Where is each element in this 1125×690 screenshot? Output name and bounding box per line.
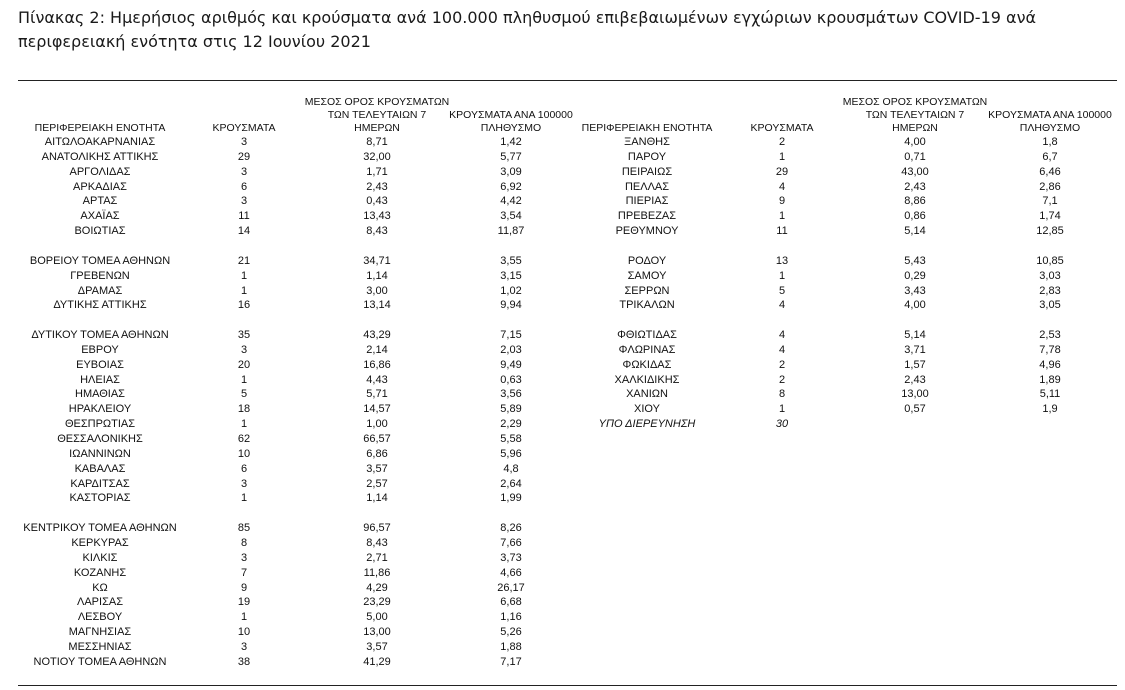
right-cell-avg: 2,43 [904,180,926,193]
right-header-cases: ΚΡΟΥΣΜΑΤΑ [750,122,814,134]
left-cell-cases: 6 [240,462,248,475]
left-cell-per100k: 7,15 [500,329,522,342]
left-cell-avg: 41,29 [363,655,391,668]
left-cell-region: ΚΟΖΑΝΗΣ [73,566,127,579]
left-header-per100k-1: ΚΡΟΥΣΜΑΤΑ ΑΝΑ 100000 [449,109,573,121]
left-cell-per100k: 2,64 [500,477,522,490]
left-cell-cases: 19 [237,596,251,609]
left-cell-region: ΔΥΤΙΚΗΣ ΑΤΤΙΚΗΣ [53,299,147,312]
right-cell-region: ΠΡΕΒΕΖΑΣ [617,210,677,223]
right-cell-per100k: 6,46 [1039,165,1061,178]
right-cell-avg: 2,43 [904,373,926,386]
left-cell-region: ΑΧΑΪΑΣ [80,210,120,223]
right-cell-cases: 11 [776,225,788,238]
right-cell-region: ΦΘΙΩΤΙΔΑΣ [617,329,677,342]
left-cell-per100k: 8,26 [500,522,522,535]
left-cell-cases: 14 [237,225,251,238]
left-cell-region: ΕΒΡΟΥ [81,343,119,356]
right-cell-cases: 4 [778,329,786,342]
right-cell-avg: 0,29 [904,269,926,282]
left-cell-region: ΑΡΤΑΣ [82,195,118,208]
right-cell-per100k: 2,53 [1039,329,1061,342]
left-cell-region: ΔΥΤΙΚΟΥ ΤΟΜΕΑ ΑΘΗΝΩΝ [31,329,169,342]
right-cell-per100k: 1,74 [1039,210,1061,223]
left-cell-cases: 3 [240,551,248,564]
left-cell-cases: 3 [240,195,248,208]
left-cell-per100k: 3,73 [500,551,522,564]
left-cell-avg: 13,43 [363,210,391,223]
right-cell-region: ΠΙΕΡΙΑΣ [625,195,669,208]
left-cell-avg: 1,71 [366,165,388,178]
left-cell-cases: 85 [237,522,251,535]
right-cell-cases: 8 [778,388,786,401]
right-cell-cases: 1 [778,403,786,416]
left-cell-per100k: 1,16 [500,611,522,624]
left-cell-per100k: 9,94 [500,299,522,312]
left-cell-per100k: 5,96 [500,447,522,460]
left-cell-region: ΑΝΑΤΟΛΙΚΗΣ ΑΤΤΙΚΗΣ [41,150,159,163]
left-cell-cases: 3 [240,640,248,653]
left-cell-per100k: 26,17 [497,581,525,594]
left-cell-per100k: 7,66 [500,536,522,549]
left-cell-avg: 4,43 [366,373,388,386]
table-bottom-rule [18,685,1117,686]
left-cell-avg: 2,71 [366,551,388,564]
left-cell-avg: 96,57 [363,522,391,535]
left-cell-cases: 18 [237,403,251,416]
right-cell-avg: 3,71 [904,343,926,356]
left-cell-per100k: 6,68 [500,596,522,609]
left-cell-per100k: 4,42 [500,195,522,208]
right-cell-avg: 13,00 [901,388,929,401]
left-cell-cases: 29 [237,150,251,163]
right-cell-avg: 3,43 [904,284,926,297]
right-cell-avg: 5,43 [904,254,926,267]
left-cell-cases: 7 [240,566,248,579]
left-cell-region: ΒΟΡΕΙΟΥ ΤΟΜΕΑ ΑΘΗΝΩΝ [29,254,171,267]
left-header-cases: ΚΡΟΥΣΜΑΤΑ [212,122,276,134]
left-cell-per100k: 7,17 [500,655,522,668]
right-cell-region: ΞΑΝΘΗΣ [624,136,670,148]
right-header-avg-1: ΜΕΣΟΣ ΟΡΟΣ ΚΡΟΥΣΜΑΤΩΝ [842,96,988,108]
left-cell-region: ΛΑΡΙΣΑΣ [76,596,124,609]
right-cell-region: ΣΕΡΡΩΝ [624,284,670,297]
right-cell-per100k: 12,85 [1036,225,1064,238]
left-cell-avg: 11,86 [363,566,391,579]
left-cell-region: ΓΡΕΒΕΝΩΝ [70,269,130,282]
right-cell-per100k: 1,9 [1042,403,1058,416]
left-cell-per100k: 4,8 [503,462,519,475]
left-cell-cases: 1 [240,492,248,505]
right-cell-avg: 1,57 [904,358,926,371]
right-cell-avg: 4,00 [904,136,926,148]
right-cell-per100k: 6,7 [1042,150,1058,163]
right-cell-cases: 2 [778,358,786,371]
right-cell-avg: 8,86 [904,195,926,208]
left-cell-cases: 3 [240,477,248,490]
left-cell-region: ΑΡΓΟΛΙΔΑΣ [69,165,131,178]
left-header-region: ΠΕΡΙΦΕΡΕΙΑΚΗ ΕΝΟΤΗΤΑ [34,122,166,134]
left-cell-avg: 4,29 [366,581,388,594]
right-cell-region: ΠΕΛΛΑΣ [624,180,670,193]
left-cell-cases: 8 [240,536,248,549]
right-cell-cases: 1 [778,150,786,163]
right-cell-per100k: 2,86 [1039,180,1061,193]
right-cell-per100k: 3,05 [1039,299,1061,312]
left-cell-region: ΗΡΑΚΛΕΙΟΥ [68,403,132,416]
left-cell-avg: 32,00 [363,150,391,163]
left-cell-region: ΜΑΓΝΗΣΙΑΣ [68,626,132,639]
left-cell-per100k: 3,55 [500,254,522,267]
page-title: Πίνακας 2: Ημερήσιος αριθμός και κρούσματα ανά 100.000 πληθυσμού επιβεβαιωμένων εγχώριων κρουσμάτων COVID-19 ανά περιφερειακή ενότητα στις 12 Ιουνίου 2021 [18,8,1037,51]
left-header-avg-1: ΜΕΣΟΣ ΟΡΟΣ ΚΡΟΥΣΜΑΤΩΝ [304,96,450,108]
left-cell-region: ΚΙΛΚΙΣ [82,551,118,564]
right-header-per100k-2: ΠΛΗΘΥΣΜΟ [1019,122,1081,134]
left-cell-avg: 2,57 [366,477,388,490]
left-header-per100k-2: ΠΛΗΘΥΣΜΟ [480,122,542,134]
left-cell-avg: 1,14 [366,492,388,505]
left-cell-per100k: 3,09 [500,165,522,178]
right-cell-avg: 0,57 [904,403,926,416]
left-cell-avg: 2,14 [366,343,388,356]
left-cell-region: ΝΟΤΙΟΥ ΤΟΜΕΑ ΑΘΗΝΩΝ [33,655,167,668]
left-cell-cases: 1 [240,373,248,386]
left-cell-per100k: 1,99 [500,492,522,505]
left-cell-per100k: 5,26 [500,626,522,639]
table-top-rule [18,80,1117,81]
left-cell-avg: 1,14 [366,269,388,282]
right-cell-per100k: 3,03 [1039,269,1061,282]
right-cell-avg: 0,86 [904,210,926,223]
left-cell-region: ΚΑΣΤΟΡΙΑΣ [69,492,131,505]
left-cell-cases: 11 [238,210,250,223]
right-cell-cases: 4 [778,299,786,312]
left-cell-region: ΚΑΡΔΙΤΣΑΣ [70,477,130,490]
right-cell-cases: 4 [778,343,786,356]
left-cell-per100k: 4,66 [500,566,522,579]
right-cell-region: ΠΑΡΟΥ [627,150,667,163]
right-cell-per100k: 2,83 [1039,284,1061,297]
left-cell-cases: 62 [237,433,251,445]
left-cell-region: ΗΛΕΙΑΣ [80,373,120,386]
left-cell-region: ΚΑΒΑΛΑΣ [74,462,126,475]
right-cell-region: ΡΕΘΥΜΝΟΥ [615,225,679,238]
right-cell-per100k: 5,11 [1039,388,1061,401]
left-cell-avg: 1,00 [366,418,388,431]
right-cell-per100k: 1,8 [1042,136,1058,148]
right-cell-region: ΡΟΔΟΥ [627,254,667,267]
right-cell-cases: 29 [775,165,789,178]
right-cell-per100k: 4,96 [1039,358,1061,371]
right-cell-cases: 1 [778,210,786,223]
right-cell-per100k: 1,89 [1039,373,1061,386]
left-cell-avg: 13,14 [363,299,391,312]
left-cell-per100k: 5,58 [500,433,522,445]
left-cell-cases: 1 [240,418,248,431]
right-cell-avg: 0,71 [904,150,926,163]
left-cell-region: ΚΩ [92,581,108,594]
left-cell-avg: 2,43 [366,180,388,193]
left-cell-cases: 3 [240,136,248,148]
left-cell-per100k: 2,29 [500,418,522,431]
right-cell-cases: 30 [775,418,789,431]
left-cell-region: ΗΜΑΘΙΑΣ [75,388,125,401]
right-cell-region: ΧΑΛΚΙΔΙΚΗΣ [614,373,680,386]
left-cell-per100k: 3,54 [500,210,522,223]
left-cell-avg: 16,86 [363,358,391,371]
right-cell-region: ΤΡΙΚΑΛΩΝ [619,299,675,312]
left-cell-per100k: 1,02 [500,284,522,297]
right-cell-avg: 4,00 [904,299,926,312]
right-cell-region: ΦΩΚΙΔΑΣ [622,358,672,371]
left-cell-per100k: 5,89 [500,403,522,416]
right-header-region: ΠΕΡΙΦΕΡΕΙΑΚΗ ΕΝΟΤΗΤΑ [581,122,713,134]
left-cell-avg: 43,29 [363,329,391,342]
right-cell-per100k: 10,85 [1036,254,1064,267]
right-cell-region: ΧΑΝΙΩΝ [626,388,668,401]
left-cell-avg: 3,57 [366,640,388,653]
right-cell-avg: 43,00 [901,165,929,178]
left-cell-per100k: 2,03 [500,343,522,356]
right-header-avg-2: ΤΩΝ ΤΕΛΕΥΤΑΙΩΝ 7 [865,109,965,121]
left-cell-region: ΔΡΑΜΑΣ [77,284,123,297]
left-cell-region: ΛΕΣΒΟΥ [77,611,123,624]
left-cell-avg: 5,71 [366,388,388,401]
left-cell-avg: 8,71 [366,136,388,148]
left-header-avg-2: ΤΩΝ ΤΕΛΕΥΤΑΙΩΝ 7 [327,109,427,121]
left-cell-per100k: 6,92 [500,180,522,193]
left-cell-avg: 13,00 [363,626,391,639]
left-cell-avg: 8,43 [366,225,388,238]
left-cell-per100k: 5,77 [500,150,522,163]
left-cell-avg: 14,57 [363,403,391,416]
left-cell-avg: 23,29 [363,596,391,609]
left-cell-region: ΘΕΣΣΑΛΟΝΙΚΗΣ [57,433,143,445]
left-cell-avg: 0,43 [366,195,388,208]
left-cell-region: ΑΡΚΑΔΙΑΣ [73,180,127,193]
left-cell-avg: 5,00 [366,611,388,624]
left-cell-region: ΘΕΣΠΡΩΤΙΑΣ [64,418,136,431]
left-cell-avg: 6,86 [366,447,388,460]
left-cell-per100k: 0,63 [500,373,522,386]
right-cell-region: ΣΑΜΟΥ [627,269,667,282]
left-cell-avg: 3,57 [366,462,388,475]
right-cell-per100k: 7,78 [1039,343,1061,356]
left-cell-avg: 8,43 [366,536,388,549]
left-cell-per100k: 1,88 [500,640,522,653]
right-cell-cases: 4 [778,180,786,193]
left-cell-cases: 38 [237,655,251,668]
right-cell-cases: 5 [778,284,786,297]
left-cell-cases: 5 [240,388,248,401]
left-cell-per100k: 3,56 [500,388,522,401]
right-cell-region: ΧΙΟΥ [634,403,660,416]
right-cell-cases: 1 [778,269,786,282]
left-cell-region: ΚΕΡΚΥΡΑΣ [71,536,129,549]
left-cell-cases: 1 [240,611,248,624]
left-cell-region: ΑΙΤΩΛΟΑΚΑΡΝΑΝΙΑΣ [44,136,156,148]
left-cell-cases: 16 [237,299,251,312]
left-cell-region: ΚΕΝΤΡΙΚΟΥ ΤΟΜΕΑ ΑΘΗΝΩΝ [23,522,177,535]
right-cell-region: ΠΕΙΡΑΙΩΣ [621,165,673,178]
left-header-avg-3: ΗΜΕΡΩΝ [354,122,400,134]
left-cell-cases: 3 [240,343,248,356]
left-cell-per100k: 9,49 [500,358,522,371]
right-cell-avg: 5,14 [904,329,926,342]
left-cell-cases: 1 [240,269,248,282]
right-cell-per100k: 7,1 [1042,195,1058,208]
right-cell-cases: 2 [778,373,786,386]
left-cell-cases: 10 [237,447,251,460]
left-cell-cases: 21 [237,254,251,267]
right-header-per100k-1: ΚΡΟΥΣΜΑΤΑ ΑΝΑ 100000 [988,109,1112,121]
left-cell-region: ΕΥΒΟΙΑΣ [76,358,124,371]
left-cell-cases: 3 [240,165,248,178]
left-cell-per100k: 1,42 [500,136,522,148]
left-cell-per100k: 3,15 [500,269,522,282]
left-cell-cases: 6 [240,180,248,193]
right-cell-region: ΥΠΟ ΔΙΕΡΕΥΝΗΣΗ [598,418,696,431]
right-cell-cases: 13 [775,254,789,267]
left-cell-region: ΙΩΑΝΝΙΝΩΝ [69,447,131,460]
left-cell-cases: 1 [240,284,248,297]
right-cell-avg: 5,14 [904,225,926,238]
right-cell-cases: 9 [778,195,786,208]
right-header-avg-3: ΗΜΕΡΩΝ [892,122,938,134]
right-cell-region: ΦΛΩΡΙΝΑΣ [618,343,676,356]
left-cell-per100k: 11,87 [497,225,525,238]
left-cell-avg: 3,00 [366,284,388,297]
left-cell-cases: 20 [237,358,251,371]
left-cell-region: ΒΟΙΩΤΙΑΣ [74,225,126,238]
right-cell-cases: 2 [778,136,786,148]
left-cell-cases: 9 [240,581,248,594]
left-cell-avg: 66,57 [363,433,391,445]
left-cell-cases: 35 [237,329,251,342]
left-cell-avg: 34,71 [363,254,391,267]
left-cell-cases: 10 [237,626,251,639]
left-cell-region: ΜΕΣΣΗΝΙΑΣ [68,640,132,653]
